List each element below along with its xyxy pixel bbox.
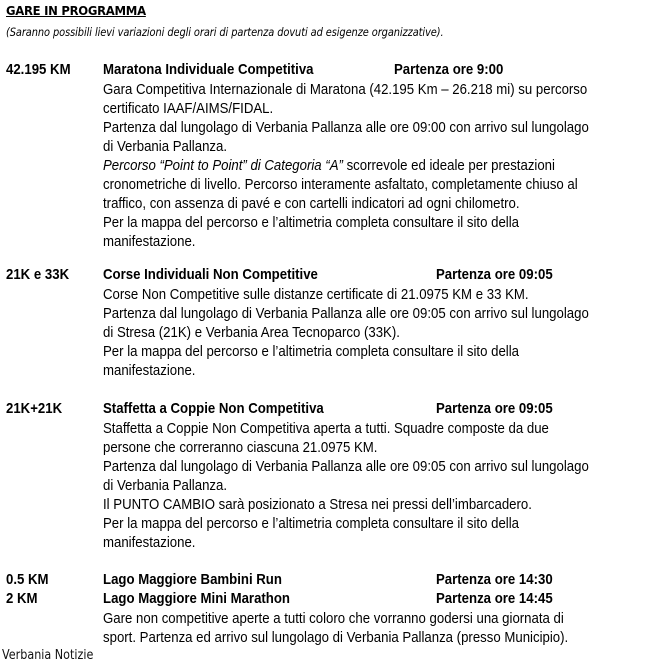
- race-description-line: cronometriche di livello. Percorso interamente asfaltato, completamente chiuso al: [103, 176, 578, 193]
- race-description-line: Corse Non Competitive sulle distanze certificate di 21.0975 KM e 33 KM.: [103, 286, 529, 303]
- race-description-line: Partenza dal lungolago di Verbania Pallanza alle ore 09:05 con arrivo sul lungolago: [103, 458, 589, 475]
- race-start-time: Partenza ore 09:05: [436, 400, 553, 417]
- race-distance: 21K e 33K: [6, 266, 70, 283]
- race-header: [0, 266, 650, 285]
- race-title: Maratona Individuale Competitiva: [103, 61, 314, 78]
- page-heading: GARE IN PROGRAMMA: [6, 3, 146, 18]
- race-title: Lago Maggiore Mini Marathon: [103, 590, 290, 607]
- race-header: [0, 571, 650, 590]
- race-start-time: Partenza ore 14:30: [436, 571, 553, 588]
- race-description-line: di Verbania Pallanza.: [103, 138, 228, 155]
- race-distance: 42.195 KM: [6, 61, 71, 78]
- race-description-line: di Stresa (21K) e Verbania Area Tecnoparco (33K).: [103, 324, 400, 341]
- race-distance: 2 KM: [6, 590, 38, 607]
- race-description-line: Per la mappa del percorso e l’altimetria completa consultare il sito della: [103, 343, 520, 360]
- race-description-line: Partenza dal lungolago di Verbania Pallanza alle ore 09:05 con arrivo sul lungolago: [103, 305, 589, 322]
- race-individual-noncompetitive: [0, 266, 650, 380]
- race-description-line: di Verbania Pallanza.: [103, 477, 228, 494]
- race-description-line: Partenza dal lungolago di Verbania Pallanza alle ore 09:00 con arrivo sul lungolago: [103, 119, 589, 136]
- race-description-line: certificato IAAF/AIMS/FIDAL.: [103, 100, 274, 117]
- race-header: [0, 400, 650, 419]
- race-description-line: Staffetta a Coppie Non Competitiva aperta a tutti. Squadre composte da due: [103, 420, 549, 437]
- race-description-line: Gare non competitive aperte a tutti coloro che vorranno godersi una giornata di: [103, 610, 564, 627]
- race-description-line: manifestazione.: [103, 534, 196, 551]
- route-category-italic: Percorso “Point to Point” di Categoria “A”: [103, 157, 343, 174]
- race-start-time: Partenza ore 14:45: [436, 590, 553, 607]
- race-distance: 21K+21K: [6, 400, 63, 417]
- race-description-line: Per la mappa del percorso e l’altimetria completa consultare il sito della: [103, 515, 520, 532]
- race-description-line: Il PUNTO CAMBIO sarà posizionato a Stresa nei pressi dell’imbarcadero.: [103, 496, 532, 513]
- race-title: Corse Individuali Non Competitive: [103, 266, 318, 283]
- race-description-line: manifestazione.: [103, 233, 196, 250]
- race-header: [0, 61, 650, 80]
- race-description-line: Per la mappa del percorso e l’altimetria completa consultare il sito della: [103, 214, 520, 231]
- race-distance: 0.5 KM: [6, 571, 49, 588]
- race-title: Staffetta a Coppie Non Competitiva: [103, 400, 324, 417]
- race-start-time: Partenza ore 09:05: [436, 266, 553, 283]
- source-watermark: Verbania Notizie: [2, 648, 94, 663]
- race-header: [0, 590, 650, 609]
- race-marathon: [0, 61, 650, 251]
- race-description-line: traffico, con assenza di pavé e con cartelli indicatori ad ogni chilometro.: [103, 195, 520, 212]
- route-category-rest: scorrevole ed ideale per prestazioni: [342, 157, 555, 174]
- race-description-line: [103, 156, 584, 175]
- race-description-line: sport. Partenza ed arrivo sul lungolago di Verbania Pallanza (presso Municipio).: [103, 629, 569, 646]
- race-start-time: Partenza ore 9:00: [394, 61, 504, 78]
- race-description-line: manifestazione.: [103, 362, 196, 379]
- race-kids: [0, 571, 650, 647]
- race-title: Lago Maggiore Bambini Run: [103, 571, 282, 588]
- race-relay: [0, 400, 650, 552]
- race-description-line: persone che correranno ciascuna 21.0975 KM.: [103, 439, 378, 456]
- race-description-line: Gara Competitiva Internazionale di Maratona (42.195 Km – 26.218 mi) su percorso: [103, 81, 588, 98]
- schedule-note: (Saranno possibili lievi variazioni degli orari di partenza dovuti ad esigenze organizzative).: [6, 25, 444, 39]
